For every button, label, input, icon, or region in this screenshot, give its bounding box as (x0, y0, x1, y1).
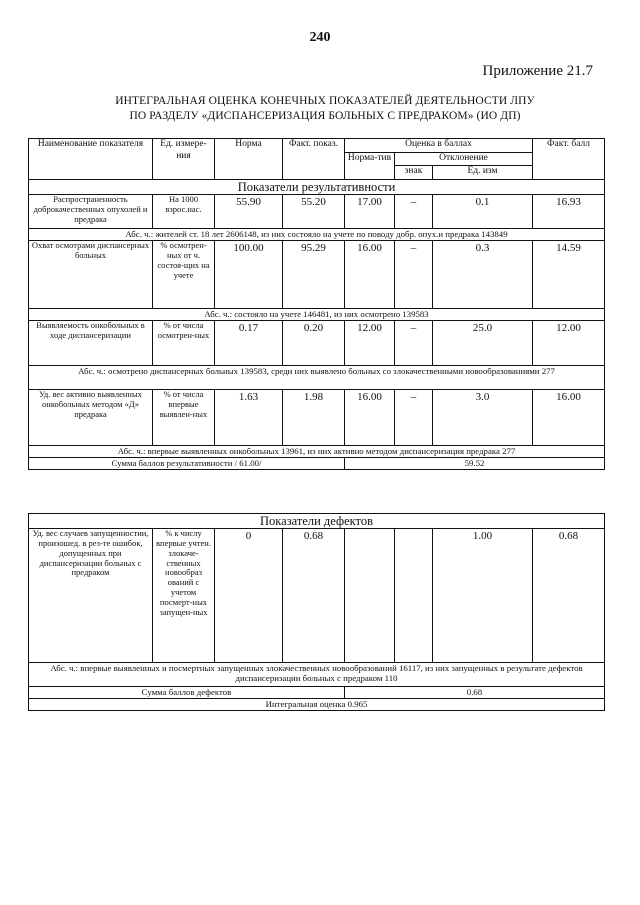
deviation-value: 3.0 (433, 390, 533, 446)
indicator-unit: % от числа впервые выявлен-ных (153, 390, 215, 446)
indicator-name: Уд. вес случаев запущенностии, произошед. в рез-те ошибок, допущенных при диспансеризации больных с предраком (29, 529, 153, 663)
indicator-name: Охват осмотрами диспансерных больных (29, 241, 153, 309)
fact-value: 1.98 (283, 390, 345, 446)
norm-value: 1.63 (215, 390, 283, 446)
indicator-unit: На 1000 взрос.нас. (153, 195, 215, 229)
header-name: Наименование показателя (29, 139, 153, 180)
defects-sum-value: 0.68 (345, 687, 605, 699)
header-normative: Норма-тив (345, 153, 395, 180)
fact-score-value: 16.93 (533, 195, 605, 229)
table-row (29, 390, 605, 446)
absolute-numbers-note: Абс. ч.: впервые выявленных и посмертных запущенных злокачественных новообразований 16117, из них запущенных в результате дефектов диспансеризации больных с предраком 110 (29, 663, 605, 687)
header-sign: знак (395, 166, 433, 180)
header-score: Оценка в баллах (345, 139, 533, 153)
fact-score-value: 14.59 (533, 241, 605, 309)
indicator-name: Выявляемость онкобольных в ходе диспансеризации (29, 321, 153, 366)
deviation-sign: – (395, 390, 433, 446)
defects-table (28, 513, 605, 711)
results-sum-value: 59.52 (345, 458, 605, 470)
normative-value: 12.00 (345, 321, 395, 366)
normative-value: 16.00 (345, 241, 395, 309)
normative-value: 16.00 (345, 390, 395, 446)
results-sum-row (29, 458, 605, 470)
header-fact: Факт. показ. (283, 139, 345, 180)
integral-score: Интегральная оценка 0.965 (29, 699, 605, 711)
deviation-value: 0.3 (433, 241, 533, 309)
norm-value: 100.00 (215, 241, 283, 309)
deviation-sign: – (395, 241, 433, 309)
fact-value: 0.68 (283, 529, 345, 663)
fact-score-value: 0.68 (533, 529, 605, 663)
norm-value: 0 (215, 529, 283, 663)
results-sum-label: Сумма баллов результативности / 61.00/ (29, 458, 345, 470)
table-row (29, 241, 605, 309)
header-unit: Ед. измере-ния (153, 139, 215, 180)
normative-value (345, 529, 395, 663)
deviation-value: 1.00 (433, 529, 533, 663)
indicator-unit: % к числу впервые учтен. злокаче-ственных новообраз ований с учетом посмерт-ных запущен-ных (153, 529, 215, 663)
page-number: 240 (309, 30, 331, 45)
deviation-value: 0.1 (433, 195, 533, 229)
deviation-sign: – (395, 195, 433, 229)
defects-sum-label: Сумма баллов дефектов (29, 687, 345, 699)
absolute-numbers-note: Абс. ч.: состояло на учете 146481, из них осмотрено 139583 (29, 309, 605, 321)
indicator-name: Распространенность доброкачественных опухолей и предрака (29, 195, 153, 229)
document-title-line2: ПО РАЗДЕЛУ «ДИСПАНСЕРИЗАЦИЯ БОЛЬНЫХ С ПРЕДРАКОМ» (ИО ДП) (129, 110, 521, 122)
deviation-value: 25.0 (433, 321, 533, 366)
table-row (29, 321, 605, 366)
header-fact-score: Факт. балл (533, 139, 605, 180)
deviation-sign: – (395, 321, 433, 366)
appendix-label: Приложение 21.7 (482, 63, 593, 79)
section-defects-title: Показатели дефектов (29, 514, 605, 529)
defects-sum-row (29, 687, 605, 699)
results-table (28, 138, 605, 470)
indicator-unit: % от числа осмотрен-ных (153, 321, 215, 366)
fact-score-value: 12.00 (533, 321, 605, 366)
header-unit-meas: Ед. изм (433, 166, 533, 180)
fact-value: 55.20 (283, 195, 345, 229)
absolute-numbers-note: Абс. ч.: осмотрено диспансерных больных 139583, среди них выявлено больных со злокачественными новообразованиями 277 (29, 366, 605, 390)
table-row (29, 195, 605, 229)
header-deviation: Отклонение (395, 153, 533, 166)
document-title-line1: ИНТЕГРАЛЬНАЯ ОЦЕНКА КОНЕЧНЫХ ПОКАЗАТЕЛЕЙ ДЕЯТЕЛЬНОСТИ ЛПУ (115, 95, 535, 107)
section-results-title: Показатели результативности (29, 180, 605, 195)
absolute-numbers-note: Абс. ч.: впервые выявленных онкобольных 13961, из них активно методом диспансеризация предрака 277 (29, 446, 605, 458)
norm-value: 55.90 (215, 195, 283, 229)
absolute-numbers-note: Абс. ч.: жителей ст. 18 лет 2606148, из них состояло на учете по поводу добр. опух.и предрака 143849 (29, 229, 605, 241)
fact-score-value: 16.00 (533, 390, 605, 446)
header-norm: Норма (215, 139, 283, 180)
deviation-sign (395, 529, 433, 663)
norm-value: 0.17 (215, 321, 283, 366)
fact-value: 0.20 (283, 321, 345, 366)
indicator-unit: % осмотрен-ных от ч. состоя-щих на учете (153, 241, 215, 309)
fact-value: 95.29 (283, 241, 345, 309)
table-row (29, 529, 605, 663)
indicator-name: Уд. вес активно выявленных онкобольных методом «Д» предрака (29, 390, 153, 446)
normative-value: 17.00 (345, 195, 395, 229)
